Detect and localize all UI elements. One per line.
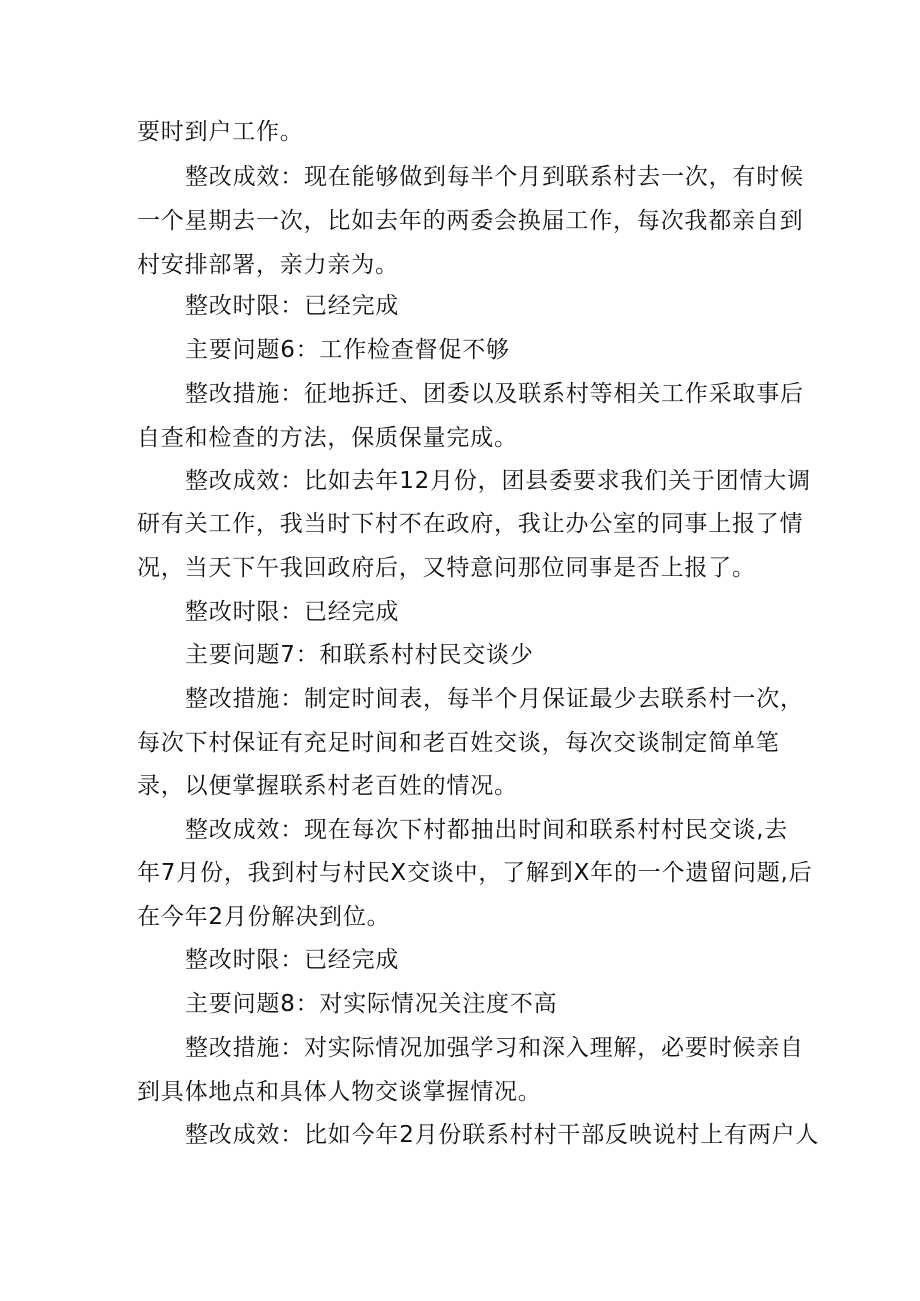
body-text-line: 整改措施：制定时间表，每半个月保证最少去联系村一次， [185, 686, 804, 712]
body-text-line: 整改成效：现在能够做到每半个月到联系村去一次，有时候 [185, 164, 804, 190]
body-text-line: 自查和检查的方法，保质保量完成。 [137, 425, 518, 451]
body-text-line: 录，以便掌握联系村老百姓的情况。 [137, 773, 518, 799]
body-text-line: 一个星期去一次，比如去年的两委会换届工作，每次我都亲自到 [137, 208, 804, 234]
body-text-line: 况，当天下午我回政府后，又特意问那位同事是否上报了。 [137, 555, 756, 581]
body-text-line: 整改成效：比如今年2月份联系村村干部反映说村上有两户人 [185, 1122, 820, 1148]
body-text-line: 主要问题8：对实际情况关注度不高 [185, 991, 558, 1017]
body-text-line: 整改成效：现在每次下村都抽出时间和联系村村民交谈,去 [185, 817, 789, 843]
body-text-line: 要时到户工作。 [137, 119, 304, 145]
body-text-line: 整改时限：已经完成 [185, 293, 400, 319]
body-text-line: 主要问题6：工作检查督促不够 [185, 337, 510, 363]
body-text-line: 整改措施：征地拆迁、团委以及联系村等相关工作采取事后 [185, 381, 804, 407]
body-text-line: 整改成效：比如去年12月份，团县委要求我们关于团情大调 [185, 468, 811, 494]
body-text-line: 研有关工作，我当时下村不在政府，我让办公室的同事上报了情 [137, 511, 804, 537]
body-text-line: 整改措施：对实际情况加强学习和深入理解，必要时候亲自 [185, 1035, 804, 1061]
body-text-line: 整改时限：已经完成 [185, 947, 400, 973]
body-text-line: 到具体地点和具体人物交谈掌握情况。 [137, 1079, 542, 1105]
body-text-line: 每次下村保证有充足时间和老百姓交谈，每次交谈制定简单笔 [137, 730, 780, 756]
body-text-line: 在今年2月份解决到位。 [137, 904, 391, 930]
body-text-line: 整改时限：已经完成 [185, 599, 400, 625]
body-text-line: 村安排部署，亲力亲为。 [137, 252, 399, 278]
body-text-line: 主要问题7：和联系村村民交谈少 [185, 642, 534, 668]
body-text-line: 年7月份，我到村与村民X交谈中，了解到X年的一个遗留问题,后 [137, 860, 813, 886]
